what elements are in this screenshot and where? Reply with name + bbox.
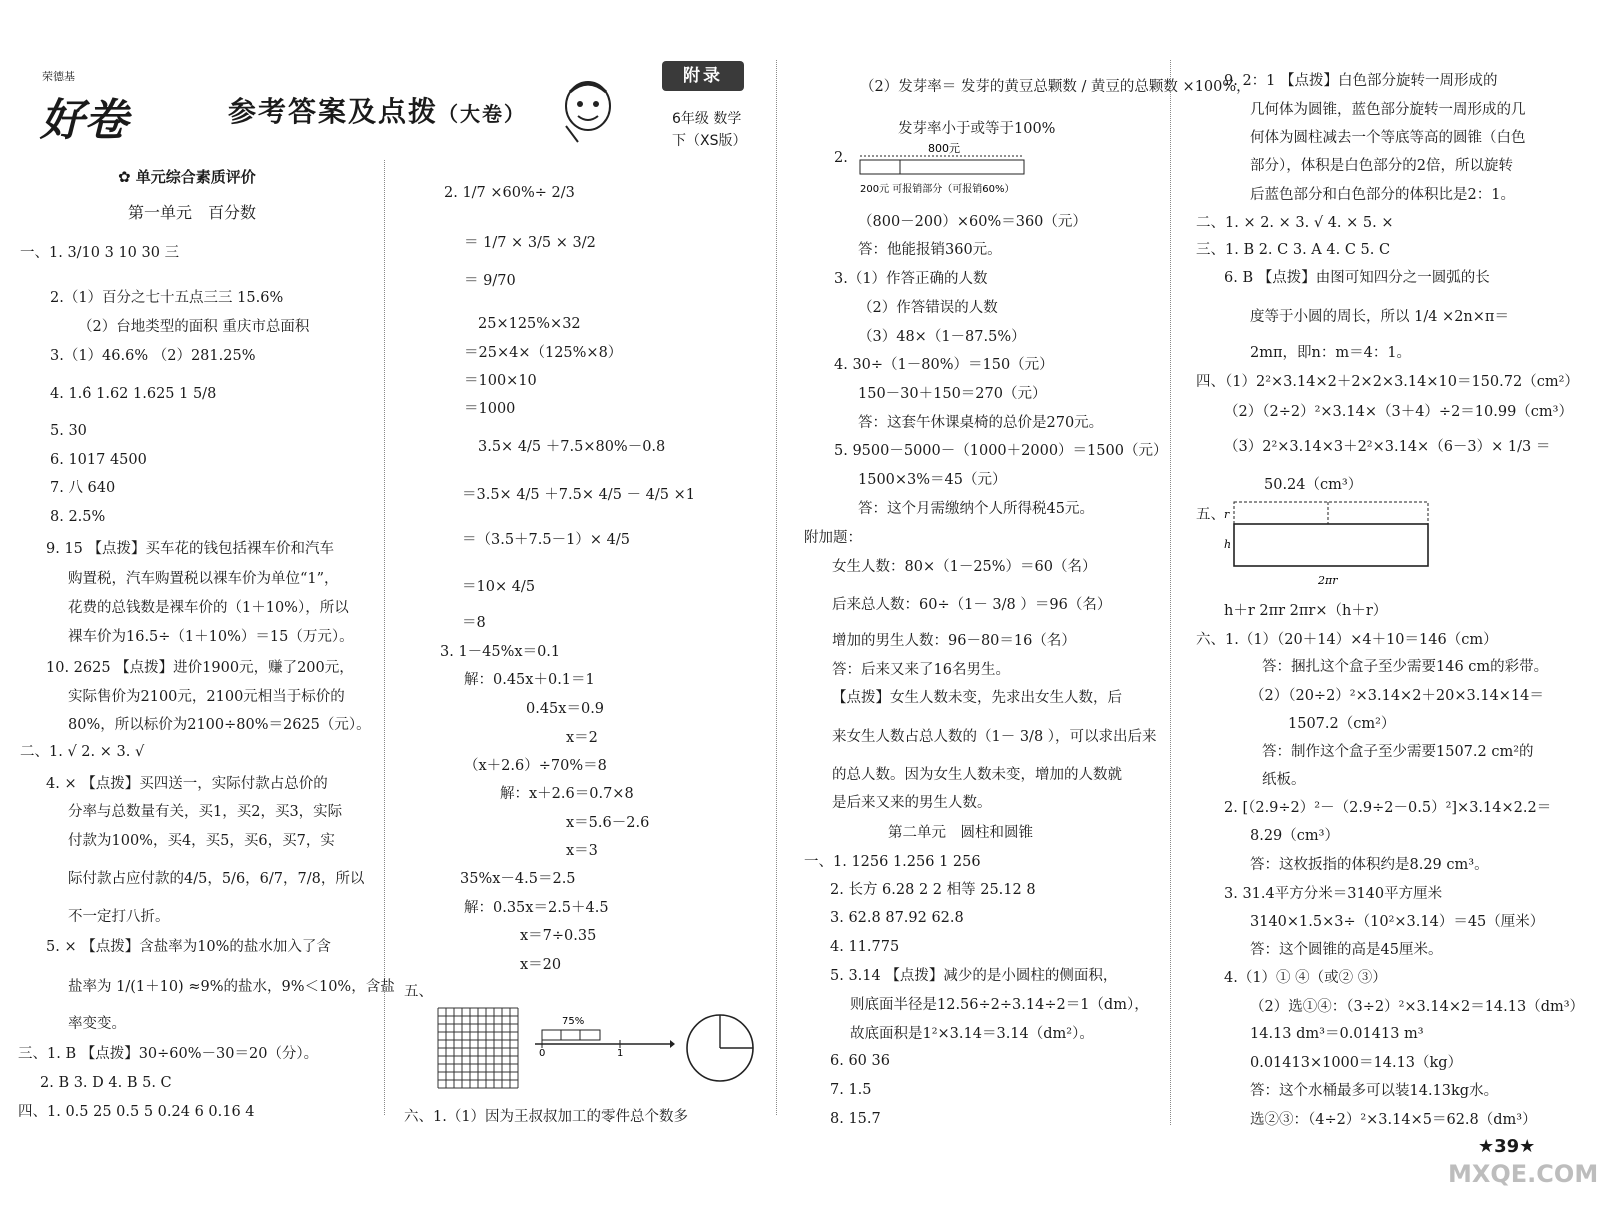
col3-answer-line: （2）发芽率＝ 发芽的黄豆总颗数 / 黄豆的总颗数 ×100%， xyxy=(860,79,1251,95)
col1-answer-line: 2. B 3. D 4. B 5. C xyxy=(40,1075,172,1091)
grid-square-figure xyxy=(435,1005,521,1091)
col2-answer-line: 35%x－4.5＝2.5 xyxy=(460,871,576,887)
col2-answer-line: 3. 1－45%x＝0.1 xyxy=(440,644,561,660)
col1-answer-line: 8. 2.5% xyxy=(50,509,106,525)
col3-answer-line: 女生人数：80×（1－25%）＝60（名） xyxy=(832,559,1097,575)
col3-answer-line: 答：这个月需缴纳个人所得税45元。 xyxy=(858,501,1094,517)
col4-answer-line: 2mπ，即n：m＝4：1。 xyxy=(1250,345,1412,361)
grade-label: 6年级 数学 xyxy=(672,111,742,127)
col4-answer-line: 后蓝色部分和白色部分的体积比是2：1。 xyxy=(1250,187,1515,203)
col2-answer-line: 0.45x＝0.9 xyxy=(526,701,605,717)
watermark-text: MXQE.COM xyxy=(1448,1160,1599,1188)
col1-answer-line: 率变变。 xyxy=(68,1016,126,1032)
col2-answer-line: x＝2 xyxy=(566,730,598,746)
col2-answer-line: 解：0.35x＝2.5＋4.5 xyxy=(464,900,609,916)
col2-answer-line: 2. 1/7 ×60%÷ 2/3 xyxy=(444,185,575,201)
col1-answer-line: 实际售价为2100元，2100元相当于标价的 xyxy=(68,689,345,705)
col3-answer-line: 后来总人数：60÷（1－ 3/8 ）＝96（名） xyxy=(832,597,1112,613)
col3-answer-line: 来女生人数占总人数的（1－ 3/8 ），可以求出后来 xyxy=(832,729,1157,745)
col3-answer-line: 增加的男生人数：96－80＝16（名） xyxy=(832,633,1076,649)
col1-answer-line: 裸车价为16.5÷（1＋10%）＝15（万元）。 xyxy=(68,629,354,645)
col4-answer-line: 答：这个圆锥的高是45厘米。 xyxy=(1250,942,1443,958)
number-line-figure xyxy=(530,1008,675,1058)
col2-answer-line: ＝25×4×（125%×8） xyxy=(464,345,623,361)
col2-answer-line: ＝8 xyxy=(462,615,486,631)
col2-answer-line: x＝5.6－2.6 xyxy=(566,815,650,831)
col4-answer-line: 0.01413×1000＝14.13（kg） xyxy=(1250,1055,1463,1071)
col4-answer-line: 六、1.（1）（20＋14）×4＋10＝146（cm） xyxy=(1196,632,1498,648)
cartoon-boy-icon xyxy=(560,78,616,148)
col1-answer-line: 花费的总钱数是裸车价的（1＋10%），所以 xyxy=(68,600,349,616)
col4-answer-line: 答：这枚扳指的体积约是8.29 cm³。 xyxy=(1250,857,1489,873)
col4-answer-line: 部分），体积是白色部分的2倍，所以旋转 xyxy=(1250,158,1513,174)
unrolled-cylinder-figure xyxy=(1222,498,1434,590)
col3-answer-line: 的总人数。因为女生人数未变，增加的人数就 xyxy=(832,767,1122,783)
col4-answer-line: 6. B 【点拨】由图可知四分之一圆弧的长 xyxy=(1224,270,1490,286)
col4-answer-line: （2）（2÷2）²×3.14×（3＋4）÷2＝10.99（cm³） xyxy=(1224,404,1573,420)
col2-answer-line: ＝3.5× 4/5 ＋7.5× 4/5 － 4/5 ×1 xyxy=(462,487,695,503)
col4-answer-line: 答：捆扎这个盒子至少需要146 cm的彩带。 xyxy=(1262,659,1549,675)
col4-answer-line: 何体为圆柱减去一个等底等高的圆锥（白色 xyxy=(1250,130,1526,146)
col3-answer-line: 一、1. 1256 1.256 1 256 xyxy=(804,854,981,870)
col2-answer-line: x＝20 xyxy=(520,957,562,973)
col4-answer-line: 几何体为圆锥，蓝色部分旋转一周形成的几 xyxy=(1250,102,1526,118)
col4-answer-line: 三、1. B 2. C 3. A 4. C 5. C xyxy=(1196,242,1391,258)
unit-title: 第一单元 百分数 xyxy=(128,203,257,222)
col2-answer-line: x＝7÷0.35 xyxy=(520,928,597,944)
fig-percent-label: 75% xyxy=(562,1016,585,1027)
col3-answer-line: 150－30＋150＝270（元） xyxy=(858,386,1047,402)
page-number: ★39★ xyxy=(1478,1136,1536,1157)
col4-answer-line: 4.（1）① ④（或② ③） xyxy=(1224,970,1387,986)
col4-answer-line: （3）2²×3.14×3＋2²×3.14×（6－3）× 1/3 ＝ xyxy=(1224,439,1551,455)
publisher-name: 荣德基 xyxy=(42,70,75,83)
col3-answer-line: 答：他能报销360元。 xyxy=(858,242,1002,258)
col3-answer-line: （800－200）×60%＝360（元） xyxy=(858,214,1087,230)
col1-answer-line: 四、1. 0.5 25 0.5 5 0.24 6 0.16 4 xyxy=(18,1104,255,1120)
col4-answer-line: 14.13 dm³＝0.01413 m³ xyxy=(1250,1026,1424,1042)
col3-answer-line: 3.（1）作答正确的人数 xyxy=(834,271,988,287)
col4-answer-line: 五、 xyxy=(1196,507,1225,523)
column-divider xyxy=(1170,60,1171,1125)
col4-answer-line: 3140×1.5×3÷（10²×3.14）＝45（厘米） xyxy=(1250,914,1545,930)
appendix-badge: 附录 xyxy=(662,61,744,91)
col3-answer-line: 第二单元 圆柱和圆锥 xyxy=(888,825,1033,841)
col4-answer-line: 答：这个水桶最多可以装14.13kg水。 xyxy=(1250,1083,1499,1099)
col4-answer-line: 选②③：（4÷2）²×3.14×5＝62.8（dm³） xyxy=(1250,1112,1537,1128)
col2-answer-line: 解：x＋2.6＝0.7×8 xyxy=(500,786,634,802)
col4-answer-line: （2）选①④：（3÷2）²×3.14×2＝14.13（dm³） xyxy=(1250,999,1585,1015)
brand-logo: 好卷 xyxy=(40,95,128,146)
circle-quarter-figure xyxy=(684,1012,756,1084)
col4-answer-line: 1507.2（cm²） xyxy=(1288,716,1396,732)
col2-answer-line: 五、 xyxy=(404,984,433,1000)
col2-answer-line: ＝10× 4/5 xyxy=(462,579,536,595)
col2-answer-line: （x＋2.6）÷70%＝8 xyxy=(464,758,607,774)
column-divider xyxy=(776,60,777,1115)
col4-answer-line: 度等于小圆的周长，所以 1/4 ×2n×π＝ xyxy=(1250,309,1509,325)
col1-answer-line: 分率与总数量有关，买1，买2，买3，实际 xyxy=(68,804,343,820)
col4-answer-line: 纸板。 xyxy=(1262,772,1306,788)
col4-answer-line: 8.29（cm³） xyxy=(1250,828,1339,844)
col1-answer-line: 付款为100%，买4，买5，买6，买7，实 xyxy=(68,833,335,849)
title-suffix: （大卷） xyxy=(438,102,527,126)
col4-answer-line: 答：制作这个盒子至少需要1507.2 cm²的 xyxy=(1262,744,1534,760)
col3-answer-line: 则底面半径是12.56÷2÷3.14÷2＝1（dm）， xyxy=(850,997,1149,1013)
col1-answer-line: 5. 30 xyxy=(50,423,87,439)
col1-answer-line: 三、1. B 【点拨】30÷60%－30＝20（分）。 xyxy=(18,1046,319,1062)
col3-answer-line: 是后来又来的男生人数。 xyxy=(832,795,992,811)
fig-h-label: h xyxy=(1224,538,1232,551)
col1-answer-line: 盐率为 1/(1＋10) ≈9%的盐水，9%＜10%，含盐 xyxy=(68,979,395,995)
col3-answer-line: 7. 1.5 xyxy=(830,1082,872,1098)
col3-answer-line: （2）作答错误的人数 xyxy=(858,300,998,316)
col2-answer-line: ＝ 9/70 xyxy=(464,273,516,289)
col4-answer-line: 四、（1）2²×3.14×2＋2×2×3.14×10＝150.72（cm²） xyxy=(1196,374,1579,390)
segment-bar-figure xyxy=(858,140,1078,200)
col3-answer-line: 故底面积是1²×3.14＝3.14（dm²）。 xyxy=(850,1026,1094,1042)
col1-answer-line: 7. 八 640 xyxy=(50,480,116,496)
col3-answer-line: 5. 9500－5000－（1000＋2000）＝1500（元） xyxy=(834,443,1168,459)
col3-answer-line: 答：这套午休课桌椅的总价是270元。 xyxy=(858,415,1104,431)
col3-answer-line: （3）48×（1－87.5%） xyxy=(858,329,1026,345)
col3-answer-line: 6. 60 36 xyxy=(830,1053,890,1069)
col1-answer-line: 6. 1017 4500 xyxy=(50,452,147,468)
col2-answer-line: x＝3 xyxy=(566,843,598,859)
col1-answer-line: 际付款占应付款的4/5，5/6，6/7，7/8，所以 xyxy=(68,871,365,887)
col4-answer-line: 50.24（cm³） xyxy=(1264,477,1363,493)
col3-answer-line: 8. 15.7 xyxy=(830,1111,881,1127)
col4-answer-line: 3. 31.4平方分米＝3140平方厘米 xyxy=(1224,886,1443,902)
page-title xyxy=(228,90,526,130)
col3-answer-line: 1500×3%＝45（元） xyxy=(858,472,1007,488)
col3-answer-line: 【点拨】女生人数未变，先求出女生人数，后 xyxy=(832,690,1122,706)
col3-answer-line: 4. 11.775 xyxy=(830,939,900,955)
col3-answer-line: 5. 3.14 【点拨】减少的是小圆柱的侧面积， xyxy=(830,968,1118,984)
col1-answer-line: 3.（1）46.6% （2）281.25% xyxy=(50,348,256,364)
col4-answer-line: （2）（20÷2）²×3.14×2＋20×3.14×14＝ xyxy=(1250,688,1544,704)
fig-tick-1: 1 xyxy=(617,1048,624,1058)
col2-answer-line: 3.5× 4/5 ＋7.5×80%－0.8 xyxy=(478,439,666,455)
col4-answer-line: h＋r 2πr 2πr×（h＋r） xyxy=(1224,603,1388,619)
fig-r-label: r xyxy=(1224,508,1230,521)
col3-answer-line: 4. 30÷（1－80%）＝150（元） xyxy=(834,357,1054,373)
col1-answer-line: 10. 2625 【点拨】进价1900元，赚了200元， xyxy=(46,660,354,676)
col2-answer-line: 25×125%×32 xyxy=(478,316,581,332)
col1-answer-line: 80%，所以标价为2100÷80%＝2625（元）。 xyxy=(68,717,371,733)
col3-answer-line: 答：后来又来了16名男生。 xyxy=(832,662,1010,678)
title-main: 参考答案及点拨 xyxy=(228,95,439,128)
col3-answer-line: 3. 62.8 87.92 62.8 xyxy=(830,910,964,926)
col1-answer-line: 5. × 【点拨】含盐率为10%的盐水加入了含 xyxy=(46,939,331,955)
col3-answer-line: 附加题： xyxy=(804,530,862,546)
col3-answer-line: 发芽率小于或等于100% xyxy=(898,121,1056,137)
col2-answer-line: 解：0.45x＋0.1＝1 xyxy=(464,672,595,688)
col1-answer-line: 9. 15 【点拨】买车花的钱包括裸车价和汽车 xyxy=(46,541,335,557)
column-divider xyxy=(384,160,385,1115)
col4-answer-line: 2. [（2.9÷2）²－（2.9÷2－0.5）²]×3.14×2.2＝ xyxy=(1224,800,1552,816)
col4-answer-line: 9. 2：1 【点拨】白色部分旋转一周形成的 xyxy=(1224,73,1498,89)
col2-answer-line: 六、1.（1）因为王叔叔加工的零件总个数多 xyxy=(404,1109,689,1125)
col2-answer-line: ＝100×10 xyxy=(464,373,537,389)
col1-answer-line: 4. × 【点拨】买四送一，实际付款占总价的 xyxy=(46,776,328,792)
section-title: ✿ 单元综合素质评价 xyxy=(118,168,256,186)
fig-bottom-label: 200元 可报销部分（可报销60%） xyxy=(860,184,1015,195)
fig-tick-0: 0 xyxy=(539,1048,546,1058)
col1-answer-line: 一、1. 3/10 3 10 30 三 xyxy=(20,245,180,261)
col1-answer-line: 2.（1）百分之七十五点三三 15.6% xyxy=(50,290,284,306)
col2-answer-line: ＝（3.5＋7.5－1）× 4/5 xyxy=(462,532,630,548)
edition-label: 下（XS版） xyxy=(672,133,747,149)
col3-answer-line: 2. xyxy=(834,150,848,166)
col2-answer-line: ＝1000 xyxy=(464,401,516,417)
col1-answer-line: 4. 1.6̇ 1.62 1.625 1 5/8 xyxy=(50,386,217,402)
col1-answer-line: 购置税，汽车购置税以裸车价为单位“1”， xyxy=(68,571,339,587)
col1-answer-line: 二、1. √ 2. × 3. √ xyxy=(20,744,145,760)
col1-answer-line: （2）台地类型的面积 重庆市总面积 xyxy=(78,319,310,335)
fig-total-label: 800元 xyxy=(928,142,960,155)
col2-answer-line: ＝ 1/7 × 3/5 × 3/2 xyxy=(464,235,596,251)
col4-answer-line: 二、1. × 2. × 3. √ 4. × 5. × xyxy=(1196,215,1394,231)
fig-width-label: 2πr xyxy=(1318,574,1338,587)
col3-answer-line: 2. 长方 6.28 2 2 相等 25.12 8 xyxy=(830,882,1036,898)
col1-answer-line: 不一定打八折。 xyxy=(68,909,170,925)
